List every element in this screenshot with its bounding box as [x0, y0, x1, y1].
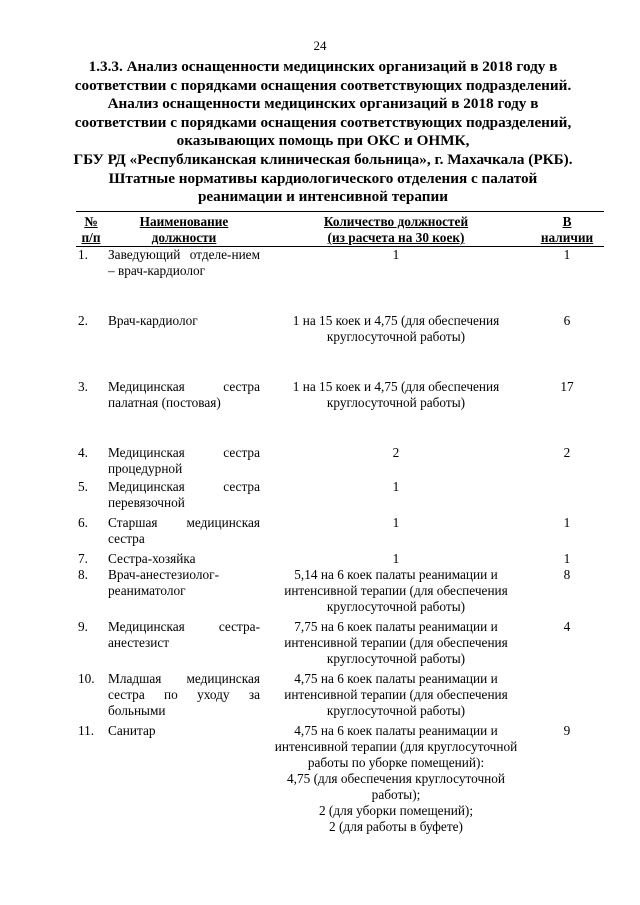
table-header [76, 212, 604, 247]
quantity-line: интенсивной терапии (для обеспечения [284, 635, 508, 650]
quantity-line: круглосуточной работы) [326, 395, 466, 410]
quantity-line: работы); [371, 787, 421, 802]
position-quantity [262, 313, 530, 379]
quantity-line: 1 на 15 коек и 4,75 (для обеспечения [292, 313, 500, 328]
table-row [76, 515, 604, 551]
position-name: Врач-анестезиолог-реаниматолог [108, 567, 220, 598]
available-count: 17 [560, 379, 574, 394]
row-number: 5. [78, 479, 88, 494]
title-line: Анализ оснащенности медицинских организаций в 2018 году в [107, 95, 539, 113]
row-number: 9. [78, 619, 88, 634]
title-line: ГБУ РД «Республиканская клиническая больница», г. Махачкала (РКБ). [73, 150, 573, 168]
available-count [530, 479, 604, 515]
position-quantity [262, 567, 530, 619]
position-name: Медицинская сестра процедурной [108, 445, 260, 476]
table-row [76, 313, 604, 379]
row-number: 6. [78, 515, 88, 530]
header-have: В наличии [530, 212, 604, 247]
quantity-line: работы по уборке помещений): [307, 755, 485, 770]
position-name: Медицинская сестра-анестезист [108, 619, 260, 650]
header-qty: Количество должностей (из расчета на 30 коек) [262, 212, 530, 247]
table-row [76, 619, 604, 671]
staffing-table [76, 211, 604, 835]
position-quantity [262, 379, 530, 445]
position-quantity [262, 445, 530, 479]
position-quantity [262, 515, 530, 551]
position-name: Младшая медицинская сестра по уходу за больными [108, 671, 260, 718]
page-number: 24 [313, 38, 327, 53]
quantity-line: круглосуточной работы) [326, 329, 466, 344]
quantity-line: интенсивной терапии (для обеспечения [284, 583, 508, 598]
title-line: 1.3.3. Анализ оснащенности медицинских организаций в 2018 году в [88, 58, 558, 75]
available-count: 1 [563, 247, 571, 262]
position-quantity [262, 551, 530, 567]
quantity-line: 2 [392, 445, 400, 460]
available-count: 1 [563, 515, 571, 530]
available-count: 6 [563, 313, 571, 328]
row-number: 4. [78, 445, 88, 460]
title-line: реанимации и интенсивной терапии [197, 188, 449, 206]
quantity-line: 1 [392, 551, 400, 566]
quantity-line: 2 (для уборки помещений); [318, 803, 474, 818]
title-line: соответствии с порядками оснащения соответствующих подразделений. [74, 76, 572, 94]
position-quantity [262, 723, 530, 835]
title-line: соответствии с порядками оснащения соответствующих подразделений, [74, 113, 572, 131]
table-row [76, 551, 604, 567]
position-name: Старшая медицинская сестра [108, 515, 260, 546]
quantity-line: 4,75 (для обеспечения круглосуточной [286, 771, 506, 786]
available-count: 2 [563, 445, 571, 460]
title-line: оказывающих помощь при ОКС и ОНМК, [176, 132, 470, 150]
position-name: Медицинская сестра палатная (постовая) [108, 379, 260, 410]
row-number: 11. [78, 723, 95, 738]
quantity-line: круглосуточной работы) [326, 651, 466, 666]
section-title [68, 58, 578, 207]
header-num: № п/п [76, 212, 106, 247]
position-quantity [262, 479, 530, 515]
quantity-line: 2 (для работы в буфете) [329, 819, 463, 834]
position-name: Медицинская сестра перевязочной [108, 479, 260, 510]
quantity-line: круглосуточной работы) [326, 599, 466, 614]
table-row [76, 379, 604, 445]
available-count: 9 [563, 723, 571, 738]
position-quantity [262, 619, 530, 671]
row-number: 1. [78, 247, 88, 262]
quantity-line: 1 [392, 247, 400, 262]
quantity-line: круглосуточной работы) [326, 703, 466, 718]
table-row [76, 247, 604, 314]
available-count: 4 [563, 619, 571, 634]
quantity-line: 1 [392, 479, 400, 494]
quantity-line: 4,75 на 6 коек палаты реанимации и [294, 723, 498, 738]
table-row [76, 479, 604, 515]
row-number: 10. [78, 671, 95, 686]
quantity-line: интенсивной терапии (для обеспечения [284, 687, 508, 702]
row-number: 2. [78, 313, 88, 328]
position-quantity [262, 671, 530, 723]
quantity-line: 4,75 на 6 коек палаты реанимации и [294, 671, 498, 686]
table-row [76, 723, 604, 835]
position-quantity [262, 247, 530, 314]
quantity-line: 1 на 15 коек и 4,75 (для обеспечения [292, 379, 500, 394]
header-name: Наименование должности [106, 212, 262, 247]
position-name: Врач-кардиолог [108, 313, 198, 328]
table-row [76, 445, 604, 479]
table-body [76, 247, 604, 836]
available-count: 8 [563, 567, 571, 582]
available-count: 1 [563, 551, 571, 566]
position-name: Заведующий отделе-нием – врач-кардиолог [108, 247, 260, 278]
position-name: Сестра-хозяйка [108, 551, 196, 566]
quantity-line: 5,14 на 6 коек палаты реанимации и [294, 567, 498, 582]
position-name: Санитар [108, 723, 156, 738]
quantity-line: интенсивной терапии (для круглосуточной [274, 739, 518, 754]
table-row [76, 567, 604, 619]
available-count [530, 671, 604, 723]
row-number: 3. [78, 379, 88, 394]
quantity-line: 1 [392, 515, 400, 530]
row-number: 8. [78, 567, 88, 582]
row-number: 7. [78, 551, 88, 566]
title-line: Штатные нормативы кардиологического отделения с палатой [108, 169, 538, 187]
table-row [76, 671, 604, 723]
quantity-line: 7,75 на 6 коек палаты реанимации и [294, 619, 498, 634]
